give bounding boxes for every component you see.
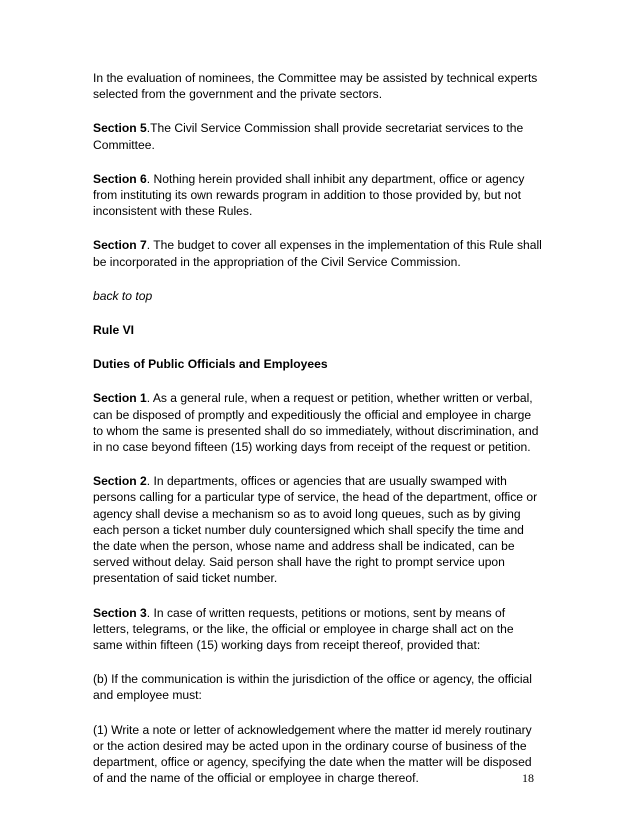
section-label: Section 6	[93, 171, 147, 186]
section-5	[93, 120, 543, 152]
section-label: Section 1	[93, 391, 147, 406]
section-7	[93, 237, 543, 269]
section-6	[93, 171, 543, 220]
rule-section-1	[93, 390, 543, 455]
paragraph-1	[93, 722, 543, 787]
section-text: .The Civil Service Commission shall provide secretariat services to the Committee.	[93, 121, 524, 152]
paragraph-b	[93, 671, 543, 703]
section-text: . The budget to cover all expenses in the implementation of this Rule shall be incorporated in the appropriation of the Civil Service Commission.	[93, 238, 542, 269]
section-text: . As a general rule, when a request or petition, whether written or verbal, can be disposed of promptly and expeditiously the official and employee in charge to whom the same is presented shall do so immediately, without discrimination, and in no case beyond fifteen (15) working days from receipt of the request or petition.	[93, 391, 539, 455]
paragraph-evaluation	[93, 70, 543, 102]
paragraph-text: (b) If the communication is within the jurisdiction of the office or agency, the official and employee must:	[93, 672, 532, 703]
page-number: 18	[522, 771, 534, 785]
rule-section-3	[93, 605, 543, 654]
section-label: Section 3	[93, 605, 147, 620]
paragraph-text: (1) Write a note or letter of acknowledgement where the matter id merely routinary or the action desired may be acted upon in the ordinary course of business of the department, office or agency, specifying the date when the matter will be disposed of and the name of the official or employee in charge thereof.	[93, 722, 532, 786]
rule-heading	[93, 322, 543, 338]
section-text: . Nothing herein provided shall inhibit any department, office or agency from instituting its own rewards program in addition to those provided by, but not inconsistent with these Rules.	[93, 171, 525, 219]
section-label: Section 7	[93, 238, 147, 253]
rule-section-2	[93, 473, 543, 586]
paragraph-text: In the evaluation of nominees, the Committee may be assisted by technical experts selected from the government and the private sectors.	[93, 71, 538, 102]
rule-title	[93, 356, 543, 372]
document-page	[93, 70, 543, 805]
section-label: Section 2	[93, 474, 147, 489]
section-label: Section 5	[93, 121, 147, 136]
rule-heading-text: Rule VI	[93, 323, 134, 338]
rule-title-text: Duties of Public Officials and Employees	[93, 357, 328, 372]
back-to-top-link[interactable]: back to top	[93, 288, 153, 303]
section-text: . In case of written requests, petitions or motions, sent by means of letters, telegrams, or the like, the official or employee in charge shall act on the same within fifteen (15) working days from receipt thereof, provided that:	[93, 605, 514, 653]
section-text: . In departments, offices or agencies that are usually swamped with persons calling for a particular type of service, the head of the department, office or agency shall devise a mechanism so as to avoid long queues, such as by giving each person a ticket number duly countersigned which shall specify the time and the date when the person, whose name and address shall be indicated, can be served without delay. Said person shall have the right to prompt service upon presentation of said ticket number.	[93, 474, 538, 586]
